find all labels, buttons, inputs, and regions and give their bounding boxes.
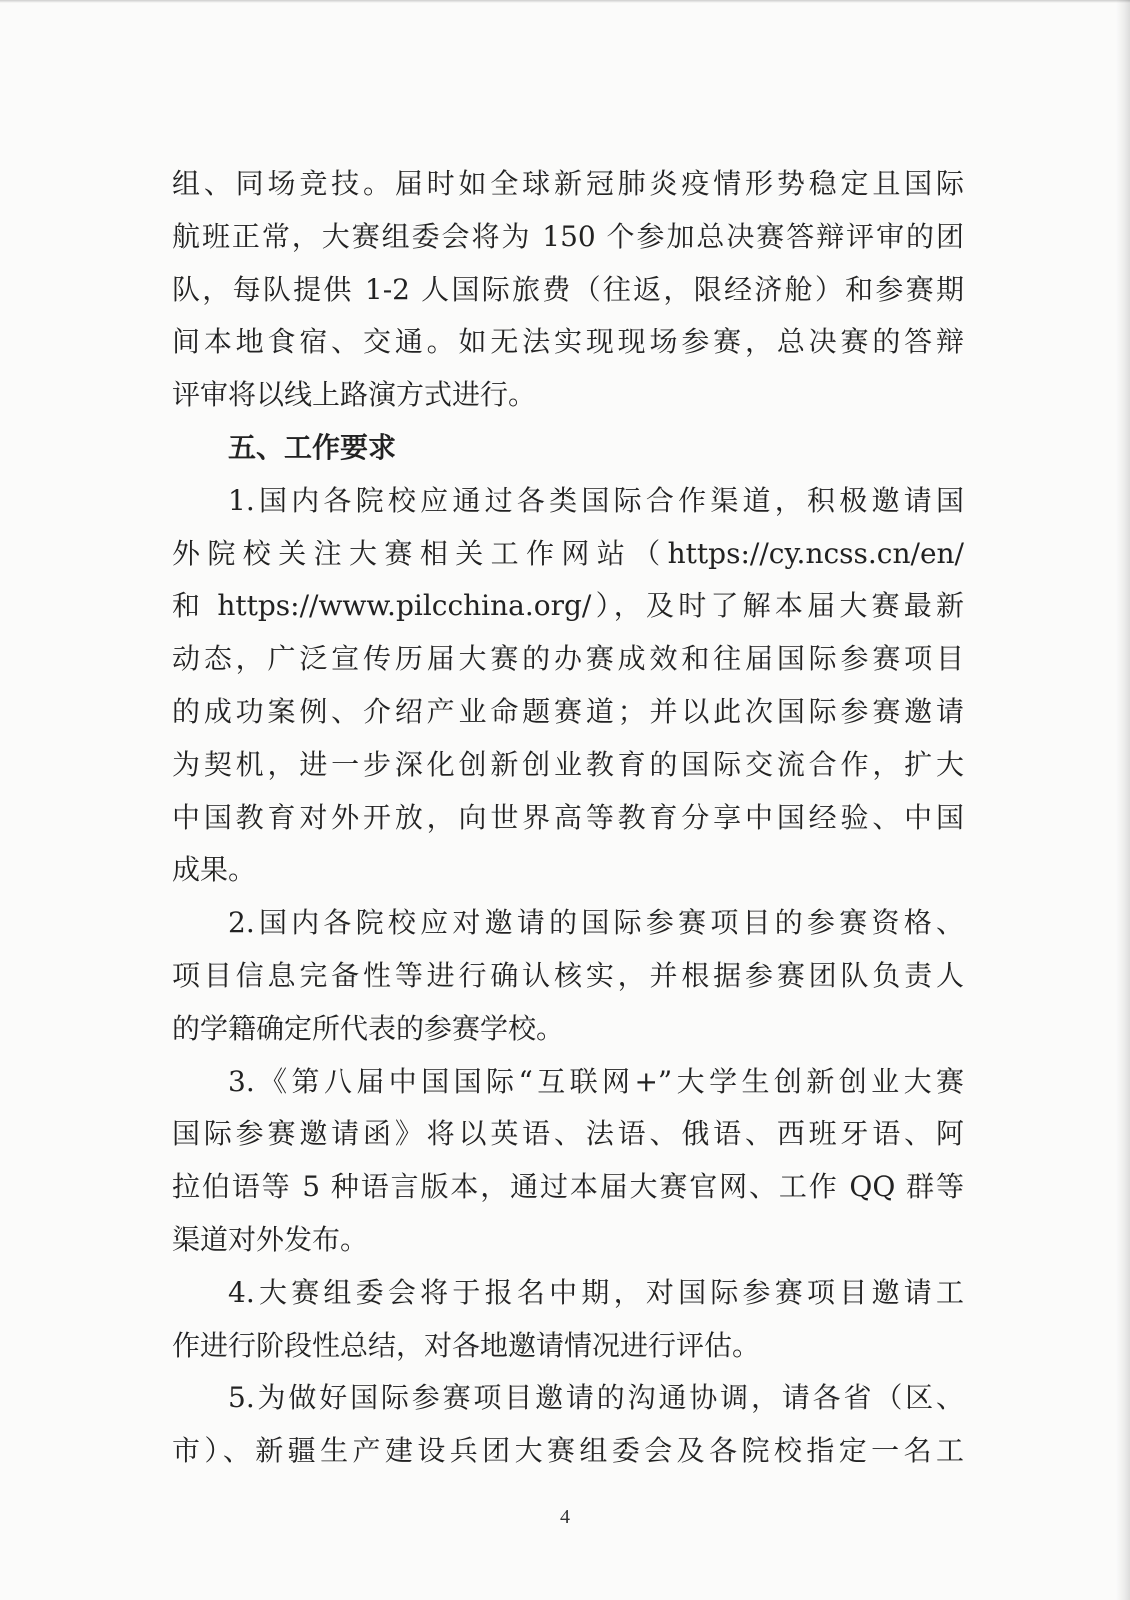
text-line: 渠道对外发布。 <box>172 1222 369 1256</box>
text-line: 外院校关注大赛相关工作网站（https://cy.ncss.cn/en/ <box>172 536 964 570</box>
text-line: 队，每队提供 1-2 人国际旅费（往返，限经济舱）和参赛期 <box>172 272 964 306</box>
text-line: 3.《第八届中国国际“互联网+”大学生创新创业大赛 <box>228 1064 964 1098</box>
text-line: 作进行阶段性总结，对各地邀请情况进行评估。 <box>172 1328 761 1362</box>
page-number: 4 <box>560 1506 570 1528</box>
text-line: 1.国内各院校应通过各类国际合作渠道，积极邀请国 <box>228 483 964 517</box>
text-line: 为契机，进一步深化创新创业教育的国际交流合作，扩大 <box>172 747 964 781</box>
paragraph-item-2 <box>172 897 964 1055</box>
paragraph-continuation <box>172 158 964 422</box>
paragraph-item-3 <box>172 1056 964 1267</box>
text-line: 航班正常，大赛组委会将为 150 个参加总决赛答辩评审的团 <box>172 219 964 253</box>
text-line: 国际参赛邀请函》将以英语、法语、俄语、西班牙语、阿 <box>172 1117 964 1151</box>
paragraph-item-4 <box>172 1267 964 1373</box>
text-line: 项目信息完备性等进行确认核实，并根据参赛团队负责人 <box>172 958 964 992</box>
document-body <box>172 158 964 1478</box>
text-line: 2.国内各院校应对邀请的国际参赛项目的参赛资格、 <box>228 906 964 940</box>
text-line: 间本地食宿、交通。如无法实现现场参赛，总决赛的答辩 <box>172 325 964 359</box>
text-line: 成果。 <box>172 853 257 887</box>
section-heading: 五、工作要求 <box>228 430 397 464</box>
scan-edge-shadow <box>1116 0 1130 1600</box>
text-line: 4.大赛组委会将于报名中期，对国际参赛项目邀请工 <box>228 1275 964 1309</box>
paragraph-item-5 <box>172 1372 964 1478</box>
scan-top-edge <box>0 0 1130 3</box>
text-line: 的成功案例、介绍产业命题赛道；并以此次国际参赛邀请 <box>172 694 964 728</box>
text-line: 评审将以线上路演方式进行。 <box>172 378 537 412</box>
text-line: 的学籍确定所代表的参赛学校。 <box>172 1011 565 1045</box>
text-line: 中国教育对外开放，向世界高等教育分享中国经验、中国 <box>172 800 964 834</box>
text-line: 5.为做好国际参赛项目邀请的沟通协调，请各省（区、 <box>228 1381 964 1415</box>
paragraph-item-1 <box>172 475 964 897</box>
text-line: 动态，广泛宣传历届大赛的办赛成效和往届国际参赛项目 <box>172 642 964 676</box>
text-line: 组、同场竞技。届时如全球新冠肺炎疫情形势稳定且国际 <box>172 167 964 200</box>
text-line: 拉伯语等 5 种语言版本，通过本届大赛官网、工作 QQ 群等 <box>172 1170 964 1204</box>
text-line: 市）、新疆生产建设兵团大赛组委会及各院校指定一名工 <box>172 1434 964 1468</box>
text-line: 和 https://www.pilcchina.org/），及时了解本届大赛最新 <box>172 589 964 623</box>
